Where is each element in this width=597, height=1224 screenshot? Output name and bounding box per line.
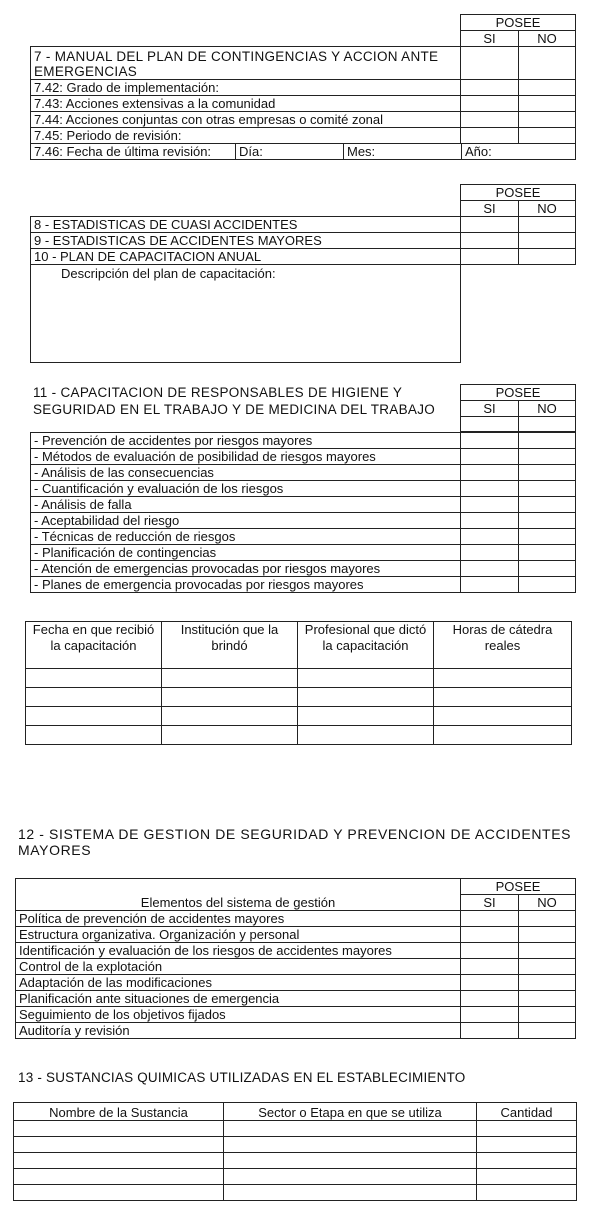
posee-header: POSEE	[461, 15, 576, 31]
table-cell[interactable]	[477, 1121, 577, 1137]
checkbox-no[interactable]	[519, 233, 576, 249]
checkbox-si[interactable]	[461, 577, 519, 593]
table-cell[interactable]	[298, 669, 434, 688]
posee-no-header: NO	[519, 201, 576, 217]
posee-no-header: NO	[519, 31, 576, 47]
table-cell[interactable]	[224, 1137, 477, 1153]
checkbox-si[interactable]	[461, 217, 519, 233]
quantity-header: Cantidad	[477, 1103, 577, 1121]
row-label: - Métodos de evaluación de posibilidad de riesgos mayores	[31, 449, 461, 465]
table-cell[interactable]	[14, 1185, 224, 1201]
spacer-cell	[519, 417, 576, 432]
row-label: - Cuantificación y evaluación de los riesgos	[31, 481, 461, 497]
checkbox-no[interactable]	[519, 112, 576, 128]
checkbox-no[interactable]	[519, 449, 576, 465]
row-label: Seguimiento de los objetivos fijados	[16, 1007, 461, 1023]
checkbox-si[interactable]	[461, 481, 519, 497]
table-cell[interactable]	[477, 1153, 577, 1169]
row-label: Adaptación de las modificaciones	[16, 975, 461, 991]
training-plan-description-label: Descripción del plan de capacitación:	[61, 266, 276, 281]
checkbox-si[interactable]	[461, 975, 519, 991]
row-label: - Análisis de las consecuencias	[31, 465, 461, 481]
row-label: Control de la explotación	[16, 959, 461, 975]
table-cell[interactable]	[26, 688, 162, 707]
posee-si-header: SI	[461, 895, 519, 911]
table-cell[interactable]	[224, 1121, 477, 1137]
checkbox-si[interactable]	[461, 47, 519, 80]
row-label: - Atención de emergencias provocadas por riesgos mayores	[31, 561, 461, 577]
checkbox-no[interactable]	[519, 1007, 576, 1023]
training-header-hours: Horas de cátedra reales	[434, 622, 572, 669]
section-7	[30, 14, 575, 160]
table-cell[interactable]	[434, 688, 572, 707]
checkbox-no[interactable]	[519, 96, 576, 112]
checkbox-no[interactable]	[519, 959, 576, 975]
checkbox-no[interactable]	[519, 497, 576, 513]
checkbox-si[interactable]	[461, 545, 519, 561]
table-cell[interactable]	[26, 669, 162, 688]
table-cell[interactable]	[14, 1137, 224, 1153]
table-cell[interactable]	[162, 669, 298, 688]
posee-si-header: SI	[461, 201, 519, 217]
posee-no-header: NO	[519, 895, 576, 911]
table-cell[interactable]	[14, 1169, 224, 1185]
table-cell[interactable]	[162, 726, 298, 745]
posee-no-header: NO	[519, 401, 576, 417]
posee-si-header: SI	[461, 31, 519, 47]
checkbox-si[interactable]	[461, 927, 519, 943]
training-table	[25, 621, 571, 745]
checkbox-si[interactable]	[461, 112, 519, 128]
row-label: 7.44: Acciones conjuntas con otras empresas o comité zonal	[31, 112, 461, 128]
posee-header: POSEE	[461, 385, 576, 401]
row-label: - Aceptabilidad del riesgo	[31, 513, 461, 529]
month-field[interactable]: Mes:	[344, 144, 462, 160]
checkbox-no[interactable]	[519, 561, 576, 577]
substance-name-header: Nombre de la Sustancia	[14, 1103, 224, 1121]
checkbox-si[interactable]	[461, 529, 519, 545]
checkbox-si[interactable]	[461, 249, 519, 265]
row-label: - Prevención de accidentes por riesgos mayores	[31, 433, 461, 449]
table-cell[interactable]	[14, 1121, 224, 1137]
checkbox-si[interactable]	[461, 561, 519, 577]
checkbox-no[interactable]	[519, 911, 576, 927]
checkbox-no[interactable]	[519, 991, 576, 1007]
section-12-title: 12 - SISTEMA DE GESTION DE SEGURIDAD Y PREVENCION DE ACCIDENTES MAYORES	[18, 826, 572, 858]
table-cell[interactable]	[298, 688, 434, 707]
checkbox-no[interactable]	[519, 465, 576, 481]
year-field[interactable]: Año:	[462, 144, 576, 160]
checkbox-si[interactable]	[461, 128, 519, 144]
checkbox-si[interactable]	[461, 233, 519, 249]
table-cell[interactable]	[224, 1185, 477, 1201]
section-11-title-line-2: SEGURIDAD EN EL TRABAJO Y DE MEDICINA DEL TRABAJO	[33, 402, 436, 417]
last-revision-label: 7.46: Fecha de última revisión:	[31, 144, 236, 160]
day-field[interactable]: Día:	[236, 144, 344, 160]
section-13-title: 13 - SUSTANCIAS QUIMICAS UTILIZADAS EN EL ESTABLECIMIENTO	[18, 1070, 466, 1085]
row-label: 7.42: Grado de implementación:	[31, 80, 461, 96]
posee-header-box	[460, 384, 576, 432]
table-cell[interactable]	[162, 688, 298, 707]
checkbox-si[interactable]	[461, 911, 519, 927]
section-11-table	[30, 432, 576, 593]
checkbox-si[interactable]	[461, 433, 519, 449]
training-header-date: Fecha en que recibió la capacitación	[26, 622, 162, 669]
checkbox-si[interactable]	[461, 465, 519, 481]
checkbox-no[interactable]	[519, 1023, 576, 1039]
row-label: 10 - PLAN DE CAPACITACION ANUAL	[31, 249, 461, 265]
training-header-professional: Profesional que dictó la capacitación	[298, 622, 434, 669]
checkbox-no[interactable]	[519, 128, 576, 144]
table-cell[interactable]	[477, 1137, 577, 1153]
checkbox-no[interactable]	[519, 47, 576, 80]
table-cell[interactable]	[224, 1169, 477, 1185]
row-label: Política de prevención de accidentes mayores	[16, 911, 461, 927]
table-cell[interactable]	[26, 726, 162, 745]
checkbox-no[interactable]	[519, 217, 576, 233]
checkbox-no[interactable]	[519, 433, 576, 449]
checkbox-no[interactable]	[519, 577, 576, 593]
training-header-institution: Institución que la brindó	[162, 622, 298, 669]
checkbox-si[interactable]	[461, 1023, 519, 1039]
checkbox-no[interactable]	[519, 249, 576, 265]
row-label: - Planificación de contingencias	[31, 545, 461, 561]
section-12	[15, 878, 575, 1039]
checkbox-si[interactable]	[461, 80, 519, 96]
checkbox-no[interactable]	[519, 80, 576, 96]
section-11-title-line-1: 11 - CAPACITACION DE RESPONSABLES DE HIGIENE Y	[33, 385, 403, 400]
row-label: Auditoría y revisión	[16, 1023, 461, 1039]
posee-header: POSEE	[461, 185, 576, 201]
row-label: - Análisis de falla	[31, 497, 461, 513]
table-cell[interactable]	[477, 1169, 577, 1185]
section-7-table	[30, 14, 576, 144]
training-table-grid	[25, 621, 572, 745]
row-label: 7.45: Periodo de revisión:	[31, 128, 461, 144]
checkbox-si[interactable]	[461, 96, 519, 112]
checkbox-si[interactable]	[461, 959, 519, 975]
table-cell[interactable]	[434, 669, 572, 688]
substances-table	[13, 1102, 577, 1201]
section-8-10-table	[30, 184, 576, 265]
section-7-title: 7 - MANUAL DEL PLAN DE CONTINGENCIAS Y ACCION ANTE EMERGENCIAS	[31, 47, 461, 80]
table-cell[interactable]	[434, 707, 572, 726]
posee-si-header: SI	[461, 401, 519, 417]
table-cell[interactable]	[162, 707, 298, 726]
training-plan-description-box[interactable]	[30, 265, 461, 363]
checkbox-no[interactable]	[519, 529, 576, 545]
section-12-table	[15, 878, 576, 1039]
checkbox-si[interactable]	[461, 513, 519, 529]
table-cell[interactable]	[434, 726, 572, 745]
row-label: Planificación ante situaciones de emergencia	[16, 991, 461, 1007]
checkbox-no[interactable]	[519, 975, 576, 991]
row-label: Identificación y evaluación de los riesgos de accidentes mayores	[16, 943, 461, 959]
table-cell[interactable]	[298, 726, 434, 745]
checkbox-si[interactable]	[461, 497, 519, 513]
checkbox-no[interactable]	[519, 943, 576, 959]
section-8-10	[30, 184, 575, 363]
table-cell[interactable]	[14, 1153, 224, 1169]
checkbox-si[interactable]	[461, 449, 519, 465]
row-label: 7.43: Acciones extensivas a la comunidad	[31, 96, 461, 112]
last-revision-row	[30, 143, 576, 160]
table-cell[interactable]	[477, 1185, 577, 1201]
management-elements-header: Elementos del sistema de gestión	[16, 879, 461, 911]
checkbox-no[interactable]	[519, 513, 576, 529]
sector-header: Sector o Etapa en que se utiliza	[224, 1103, 477, 1121]
spacer-cell	[461, 417, 519, 432]
section-13	[13, 1102, 576, 1201]
checkbox-no[interactable]	[519, 927, 576, 943]
checkbox-si[interactable]	[461, 943, 519, 959]
row-label: - Planes de emergencia provocadas por riesgos mayores	[31, 577, 461, 593]
row-label: 9 - ESTADISTICAS DE ACCIDENTES MAYORES	[31, 233, 461, 249]
checkbox-si[interactable]	[461, 991, 519, 1007]
table-cell[interactable]	[298, 707, 434, 726]
checkbox-si[interactable]	[461, 1007, 519, 1023]
posee-header: POSEE	[461, 879, 576, 895]
checkbox-no[interactable]	[519, 481, 576, 497]
table-cell[interactable]	[26, 707, 162, 726]
row-label: 8 - ESTADISTICAS DE CUASI ACCIDENTES	[31, 217, 461, 233]
checkbox-no[interactable]	[519, 545, 576, 561]
row-label: Estructura organizativa. Organización y personal	[16, 927, 461, 943]
table-cell[interactable]	[224, 1153, 477, 1169]
row-label: - Técnicas de reducción de riesgos	[31, 529, 461, 545]
